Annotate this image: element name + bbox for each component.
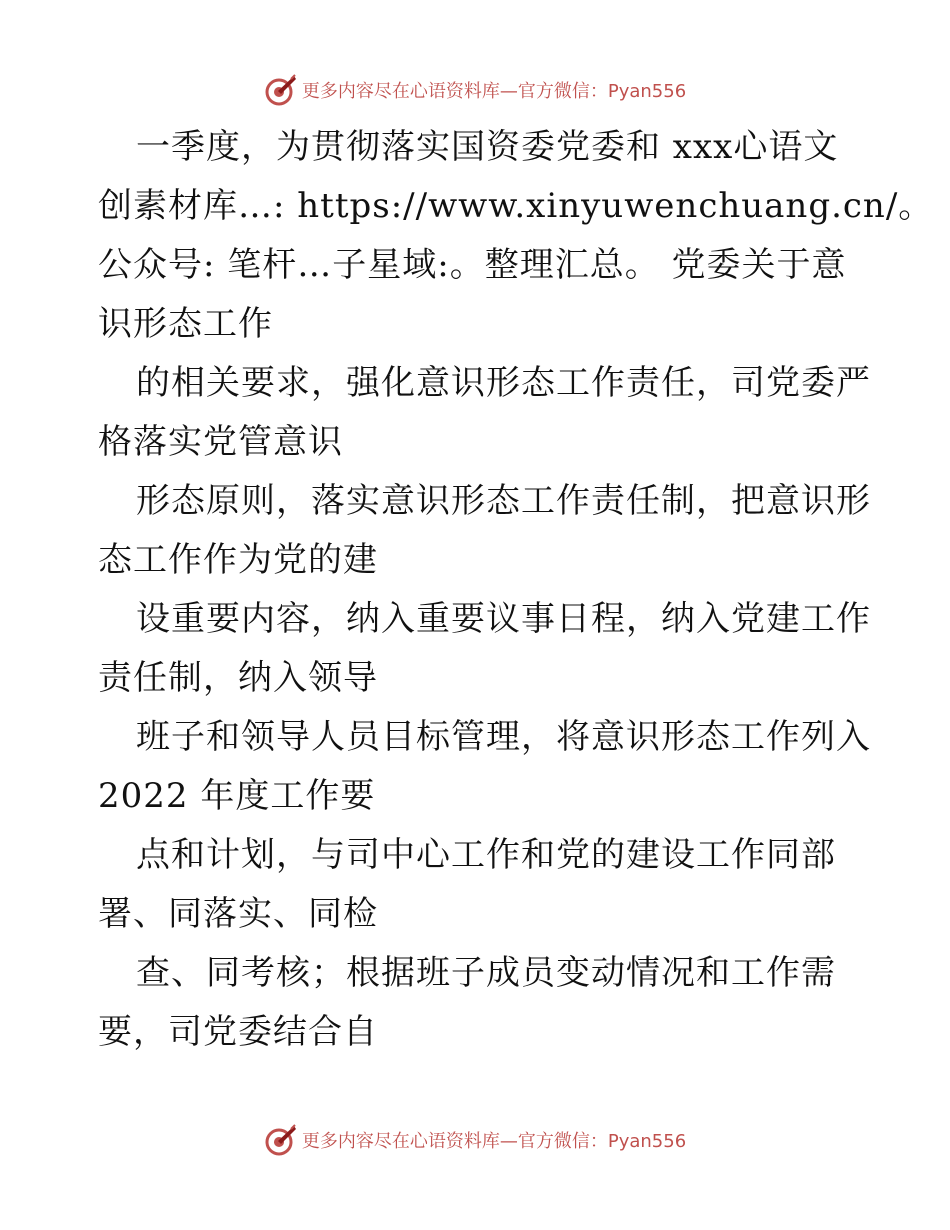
footer-banner [0,1120,950,1160]
pen-nib-circle-icon [264,1123,298,1157]
body-line: 一季度，为贯彻落实国资委党委和 xxx心语文 [136,127,839,167]
header-text: 更多内容尽在心语资料库—官方微信：Pyan556 [301,81,687,102]
body-line: 要，司党委结合自 [98,1012,378,1052]
body-line: 公众号: 笔杆…子星域:。整理汇总。 党委关于意 [98,245,847,285]
header-banner [0,70,950,110]
body-line: 查、同考核；根据班子成员变动情况和工作需 [136,953,836,993]
body-line: 识形态工作 [98,304,273,344]
body-line: 创素材库…: https://www.xinyuwenchuang.cn/。 [98,186,934,226]
body-line: 2022 年度工作要 [98,776,376,816]
pen-nib-circle-icon [264,73,298,107]
document-body [98,118,934,1062]
body-line: 点和计划，与司中心工作和党的建设工作同部 [136,835,836,875]
body-line: 署、同落实、同检 [98,894,378,934]
body-line: 的相关要求，强化意识形态工作责任，司党委严 [136,363,871,403]
footer-text: 更多内容尽在心语资料库—官方微信：Pyan556 [301,1131,687,1152]
body-line: 班子和领导人员目标管理，将意识形态工作列入 [136,717,871,757]
body-line: 形态原则，落实意识形态工作责任制，把意识形 [136,481,871,521]
body-line: 态工作作为党的建 [98,540,378,580]
body-line: 格落实党管意识 [98,422,343,462]
body-line: 责任制，纳入领导 [98,658,378,698]
body-line: 设重要内容，纳入重要议事日程，纳入党建工作 [136,599,871,639]
